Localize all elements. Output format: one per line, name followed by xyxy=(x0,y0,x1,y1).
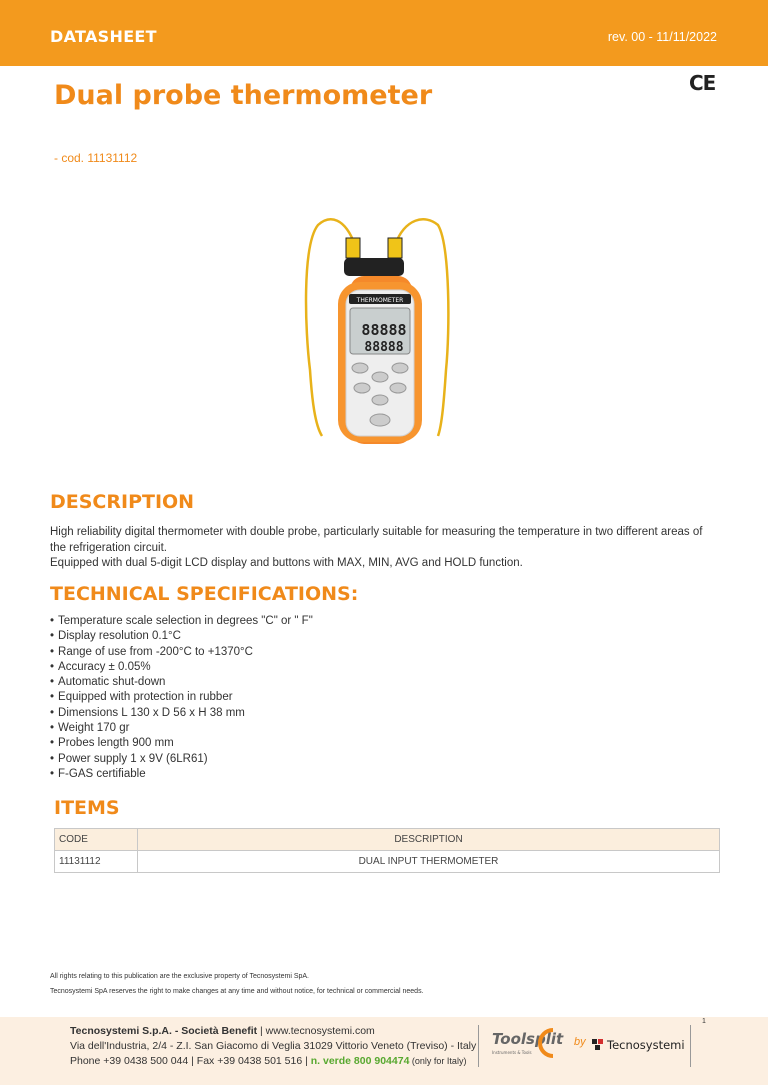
website-link[interactable]: | www.tecnosystemi.com xyxy=(257,1025,375,1037)
footer-divider xyxy=(478,1025,479,1067)
lcd-upper-digits: 88888 xyxy=(361,321,407,339)
revision-date: rev. 00 - 11/11/2022 xyxy=(607,30,717,44)
description-text-1: High reliability digital thermometer with double probe, particularly suitable for measuring the temperature in two different areas of the refrigeration circuit. xyxy=(50,526,703,554)
specs-list xyxy=(50,614,313,782)
item-code-cell: 11131112 xyxy=(55,851,138,873)
items-table xyxy=(54,828,720,873)
changes-notice: Tecnosystemi SpA reserves the right to make changes at any time and without notice, for technical or commercial needs. xyxy=(50,988,424,995)
table-row xyxy=(55,851,720,873)
product-image xyxy=(300,210,460,450)
spec-item: • Equipped with protection in rubber xyxy=(50,690,313,705)
spec-item: • Range of use from -200°C to +1370°C xyxy=(50,645,313,660)
svg-text:Tecnosystemi: Tecnosystemi xyxy=(607,1038,685,1052)
spec-item: • Probes length 900 mm xyxy=(50,736,313,751)
logo-by-text: by xyxy=(574,1036,586,1048)
item-description-cell: DUAL INPUT THERMOMETER xyxy=(138,851,720,873)
device-brand-text: THERMOMETER xyxy=(356,297,404,304)
toolsplit-logo xyxy=(490,1026,570,1062)
header-bar xyxy=(0,0,768,66)
spec-item: • F-GAS certifiable xyxy=(50,767,313,782)
table-header-row xyxy=(55,829,720,851)
tecnosystemi-logo xyxy=(590,1033,686,1055)
items-heading: ITEMS xyxy=(54,797,120,819)
spec-item: • Display resolution 0.1°C xyxy=(50,629,313,644)
specs-heading: TECHNICAL SPECIFICATIONS: xyxy=(50,583,359,605)
toll-free-note: (only for Italy) xyxy=(409,1056,467,1066)
ce-mark-icon: CE xyxy=(689,71,716,95)
phone-fax: Phone +39 0438 500 044 | Fax +39 0438 501 516 | xyxy=(70,1055,311,1067)
product-code: - cod. 11131112 xyxy=(54,151,138,165)
spec-item: • Weight 170 gr xyxy=(50,721,313,736)
footer-company-line xyxy=(70,1025,375,1037)
company-name: Tecnosystemi S.p.A. - Società Benefit xyxy=(70,1025,258,1037)
spec-item: • Automatic shut-down xyxy=(50,675,313,690)
footer-address: Via dell'Industria, 2/4 - Z.I. San Giacomo di Veglia 31029 Vittorio Veneto (Treviso) - Italy xyxy=(70,1040,477,1052)
header-label: DATASHEET xyxy=(50,27,157,46)
footer-contacts xyxy=(70,1055,466,1067)
description-heading: DESCRIPTION xyxy=(50,491,195,513)
footer-divider-right xyxy=(690,1025,691,1067)
svg-text:Toolsplit: Toolsplit xyxy=(492,1030,564,1048)
column-header-description: DESCRIPTION xyxy=(138,829,720,851)
toll-free-number: n. verde 800 904474 xyxy=(310,1055,410,1067)
lcd-lower-digits: 88888 xyxy=(364,340,404,355)
svg-text:Instruments & Tools: Instruments & Tools xyxy=(492,1050,532,1055)
description-text-2: Equipped with dual 5-digit LCD display and buttons with MAX, MIN, AVG and HOLD function. xyxy=(50,557,523,569)
spec-item: • Power supply 1 x 9V (6LR61) xyxy=(50,752,313,767)
rights-notice: All rights relating to this publication are the exclusive property of Tecnosystemi SpA. xyxy=(50,973,309,980)
spec-item: • Dimensions L 130 x D 56 x H 38 mm xyxy=(50,706,313,721)
spec-item: • Temperature scale selection in degrees "C" or " F" xyxy=(50,614,313,629)
spec-item: • Accuracy ± 0.05% xyxy=(50,660,313,675)
column-header-code: CODE xyxy=(55,829,138,851)
page-number: 1 xyxy=(702,1018,706,1025)
page-title: Dual probe thermometer xyxy=(54,80,433,111)
